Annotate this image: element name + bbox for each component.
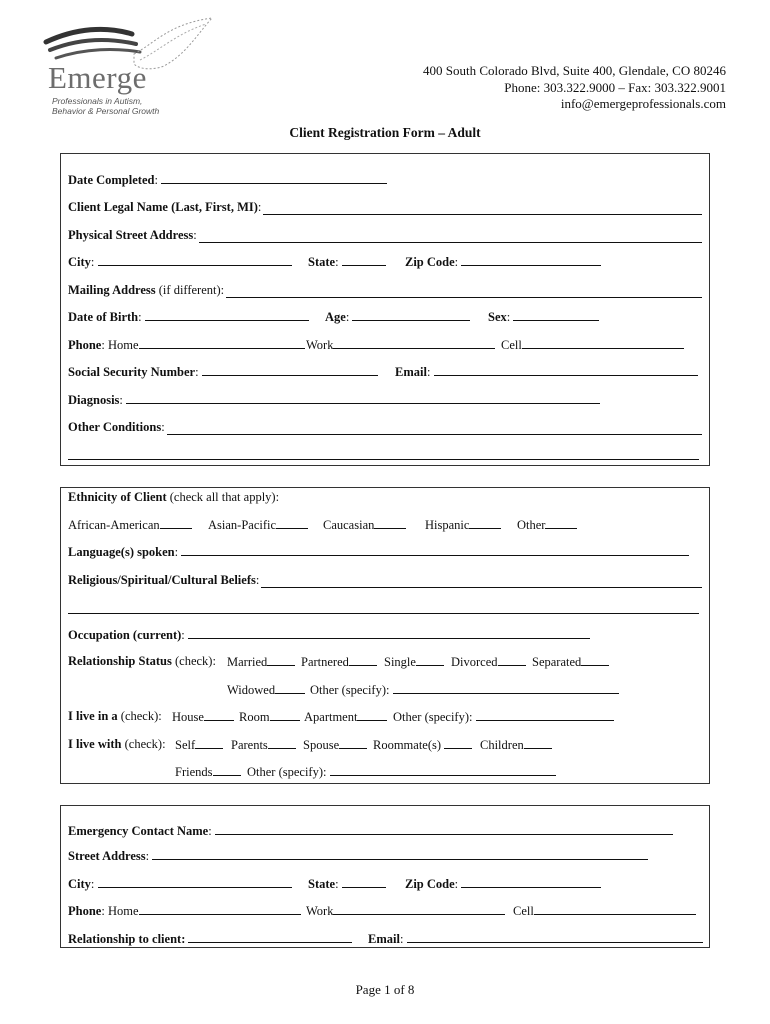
age-field[interactable]: Age: xyxy=(325,309,470,325)
other-conditions-field[interactable]: Other Conditions : xyxy=(68,419,702,435)
physical-address-field[interactable]: Physical Street Address : xyxy=(68,227,702,243)
address-line: 400 South Colorado Blvd, Suite 400, Glendale, CO 80246 xyxy=(423,63,726,78)
live-with-roommates[interactable]: Roommate(s) xyxy=(373,737,472,753)
live-in-room[interactable]: Room xyxy=(239,709,300,725)
client-info-section xyxy=(60,153,710,466)
emergency-phone-home[interactable]: Phone: Home xyxy=(68,903,301,919)
emergency-city-field[interactable]: City: xyxy=(68,876,292,892)
live-with-self[interactable]: Self xyxy=(175,737,223,753)
relationship-status-label: Relationship Status (check): xyxy=(68,654,216,668)
ethnicity-asian-pacific[interactable]: Asian-Pacific xyxy=(208,517,308,533)
ethnicity-caucasian[interactable]: Caucasian xyxy=(323,517,406,533)
form-title: Client Registration Form – Adult xyxy=(289,125,481,140)
city-field[interactable]: City: xyxy=(68,254,292,270)
ssn-field[interactable]: Social Security Number: xyxy=(68,364,378,380)
live-with-children[interactable]: Children xyxy=(480,737,552,753)
beliefs-line-2[interactable] xyxy=(68,612,699,614)
ethnicity-other[interactable]: Other xyxy=(517,517,577,533)
emergency-email-field[interactable]: Email: xyxy=(368,931,703,947)
live-in-apartment[interactable]: Apartment xyxy=(304,709,387,725)
live-with-label: I live with (check): xyxy=(68,737,166,751)
emerge-logo xyxy=(36,14,236,114)
date-completed-field[interactable]: Date Completed: xyxy=(68,172,387,188)
phone-work-field[interactable]: Work xyxy=(306,337,495,353)
live-in-label: I live in a (check): xyxy=(68,709,162,723)
dob-field[interactable]: Date of Birth: xyxy=(68,309,309,325)
state-field[interactable]: State: xyxy=(308,254,386,270)
page-number: Page 1 of 8 xyxy=(355,982,415,997)
relationship-single[interactable]: Single xyxy=(384,654,444,670)
legal-name-field[interactable]: Client Legal Name (Last, First, MI) : xyxy=(68,199,702,215)
other-conditions-line-2[interactable] xyxy=(68,458,699,460)
background-section xyxy=(60,487,710,784)
ethnicity-label: Ethnicity of Client (check all that apply): xyxy=(68,490,280,504)
emergency-phone-work[interactable]: Work xyxy=(306,903,505,919)
logo-wordmark: Emerge xyxy=(48,60,147,95)
email-field[interactable]: Email: xyxy=(395,364,698,380)
relationship-widowed[interactable]: Widowed xyxy=(227,682,305,698)
relationship-other[interactable]: Other (specify): xyxy=(310,682,619,698)
relationship-separated[interactable]: Separated xyxy=(532,654,609,670)
live-in-other[interactable]: Other (specify): xyxy=(393,709,614,725)
diagnosis-field[interactable]: Diagnosis: xyxy=(68,392,600,408)
relationship-to-client-field[interactable]: Relationship to client: xyxy=(68,931,352,947)
live-with-friends[interactable]: Friends xyxy=(175,764,241,780)
phone-home-field[interactable]: Phone: Home xyxy=(68,337,305,353)
emergency-state-field[interactable]: State: xyxy=(308,876,386,892)
emergency-contact-section xyxy=(60,805,710,948)
email-line: info@emergeprofessionals.com xyxy=(560,96,726,111)
emergency-street-field[interactable]: Street Address: xyxy=(68,848,648,864)
emergency-phone-cell[interactable]: Cell xyxy=(513,903,696,919)
live-with-other[interactable]: Other (specify): xyxy=(247,764,556,780)
beliefs-field[interactable]: Religious/Spiritual/Cultural Beliefs : xyxy=(68,572,702,588)
company-address xyxy=(423,63,726,113)
zip-field[interactable]: Zip Code: xyxy=(405,254,601,270)
mailing-address-field[interactable]: Mailing Address (if different): xyxy=(68,282,702,298)
live-in-house[interactable]: House xyxy=(172,709,234,725)
relationship-partnered[interactable]: Partnered xyxy=(301,654,377,670)
languages-field[interactable]: Language(s) spoken: xyxy=(68,544,689,560)
logo-tagline: Professionals in Autism, Behavior & Personal Growth xyxy=(52,96,160,116)
phone-fax-line: Phone: 303.322.9000 – Fax: 303.322.9001 xyxy=(504,79,726,95)
occupation-field[interactable]: Occupation (current): xyxy=(68,627,590,643)
emergency-zip-field[interactable]: Zip Code: xyxy=(405,876,601,892)
ethnicity-african-american[interactable]: African-American xyxy=(68,517,192,533)
live-with-parents[interactable]: Parents xyxy=(231,737,296,753)
relationship-divorced[interactable]: Divorced xyxy=(451,654,526,670)
phone-cell-field[interactable]: Cell xyxy=(501,337,684,353)
ethnicity-hispanic[interactable]: Hispanic xyxy=(425,517,501,533)
emergency-contact-field[interactable]: Emergency Contact Name: xyxy=(68,823,673,839)
live-with-spouse[interactable]: Spouse xyxy=(303,737,367,753)
relationship-married[interactable]: Married xyxy=(227,654,295,670)
sex-field[interactable]: Sex: xyxy=(488,309,599,325)
